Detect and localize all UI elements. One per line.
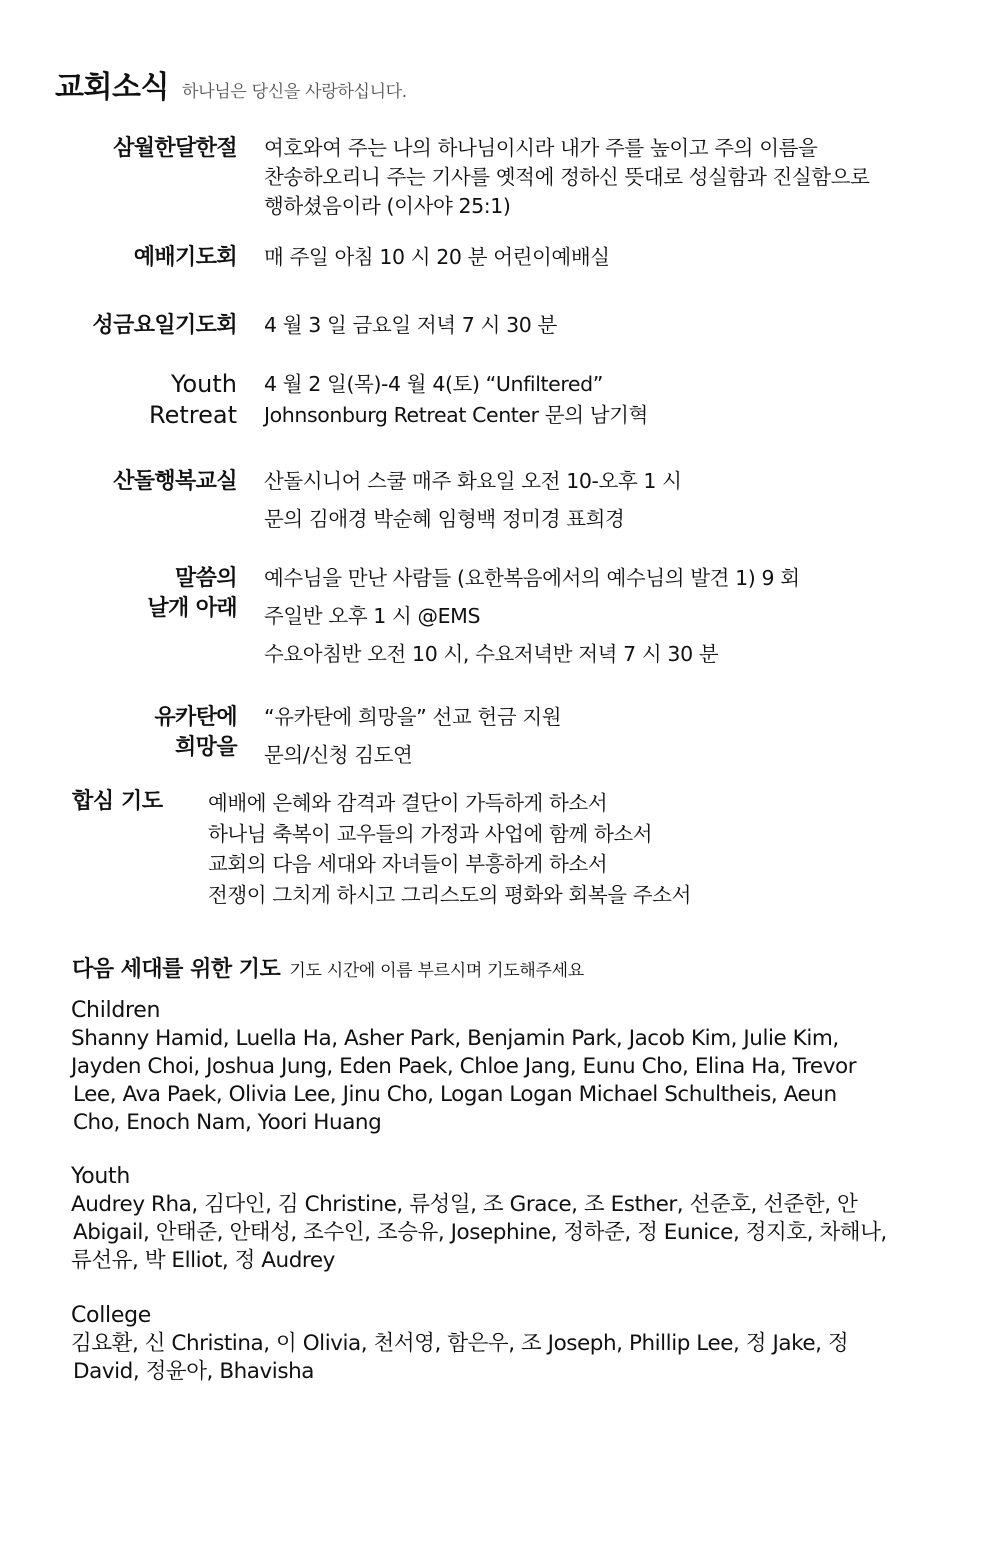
name-line: Audrey Rha, 김다인, 김 Christine, 류성일, 조 Grace, 조 Esther, 선준호, 선준한, 안 — [71, 1192, 858, 1217]
announcement-body: 여호와여 주는 나의 하나님이시라 내가 주를 높이고 주의 이름을 찬송하오리니 주는 기사를 옛적에 정하신 뜻대로 성실함과 진실함으로 행하셨음이라 (이사야 25:1) — [264, 136, 870, 218]
prayer-line: 예배에 은혜와 감격과 결단이 가득하게 하소서 — [208, 791, 608, 815]
announcement-label: 삼월한달한절 — [113, 136, 237, 161]
next-gen-header — [72, 952, 584, 983]
group-heading: Children — [71, 998, 161, 1023]
announcement-label: Youth Retreat — [149, 370, 237, 429]
name-line: Jayden Choi, Joshua Jung, Eden Paek, Chloe Jang, Eunu Cho, Elina Ha, Trevor — [71, 1054, 857, 1079]
announcement-label: 성금요일기도회 — [92, 313, 237, 338]
announcement-body: 4 월 3 일 금요일 저녁 7 시 30 분 — [264, 313, 557, 337]
group-heading: Youth — [71, 1164, 130, 1189]
announcement-label: 산돌행복교실 — [113, 469, 237, 494]
name-line: Shanny Hamid, Luella Ha, Asher Park, Benjamin Park, Jacob Kim, Julie Kim, — [71, 1026, 839, 1051]
prayer-line: 하나님 축복이 교우들의 가정과 사업에 함께 하소서 — [208, 821, 653, 846]
announcement-body: 매 주일 아침 10 시 20 분 어린이예배실 — [264, 245, 610, 269]
next-gen-title: 다음 세대를 위한 기도 — [72, 957, 281, 982]
announcement-label: 예배기도회 — [133, 245, 237, 270]
group-children — [71, 997, 941, 1137]
page-title: 교회소식 — [55, 70, 169, 105]
name-line: David, 정윤아, Bhavisha — [73, 1359, 314, 1384]
announcement-body: 예수님을 만난 사람들 (요한복음에서의 예수님의 발견 1) 9 회 주일반 오후 1 시 @EMS 수요아침반 오전 10 시, 수요저녁반 저녁 7 시 30 분 — [264, 566, 800, 666]
page-subtitle: 하나님은 당신을 사랑하십니다. — [182, 82, 407, 102]
announcement-label: 유카탄에 희망을 — [154, 705, 237, 760]
announcement-body: 4 월 2 일(목)-4 월 4(토) “Unfiltered” Johnsonburg Retreat Center 문의 남기혁 — [264, 372, 648, 427]
name-line: 류선유, 박 Elliot, 정 Audrey — [71, 1248, 335, 1273]
next-gen-subtitle: 기도 시간에 이름 부르시며 기도해주세요 — [289, 961, 584, 981]
announcement-label: 말씀의 날개 아래 — [147, 566, 237, 621]
prayer-list — [208, 788, 691, 910]
group-heading: College — [71, 1303, 151, 1328]
name-line: Lee, Ava Paek, Olivia Lee, Jinu Cho, Logan Logan Michael Schultheis, Aeun — [73, 1082, 837, 1107]
page-header — [55, 62, 407, 106]
group-youth — [71, 1163, 941, 1275]
name-line: Abigail, 안태준, 안태성, 조수인, 조승유, Josephine, 정하준, 정 Eunice, 정지호, 차해나, — [73, 1220, 887, 1245]
announcement-body: “유카탄에 희망을” 선교 헌금 지원 문의/신청 김도연 — [264, 705, 562, 767]
name-line: Cho, Enoch Nam, Yoori Huang — [73, 1110, 382, 1135]
prayer-label: 합심 기도 — [72, 789, 163, 814]
prayer-line: 교회의 다음 세대와 자녀들이 부흥하게 하소서 — [208, 852, 608, 876]
announcement-body: 산돌시니어 스쿨 매주 화요일 오전 10-오후 1 시 문의 김애경 박순혜 임형백 정미경 표희경 — [264, 469, 682, 531]
prayer-line: 전쟁이 그치게 하시고 그리스도의 평화와 회복을 주소서 — [208, 882, 691, 907]
name-line: 김요환, 신 Christina, 이 Olivia, 천서영, 함은우, 조 Joseph, Phillip Lee, 정 Jake, 정 — [71, 1331, 849, 1356]
group-college — [71, 1302, 941, 1386]
